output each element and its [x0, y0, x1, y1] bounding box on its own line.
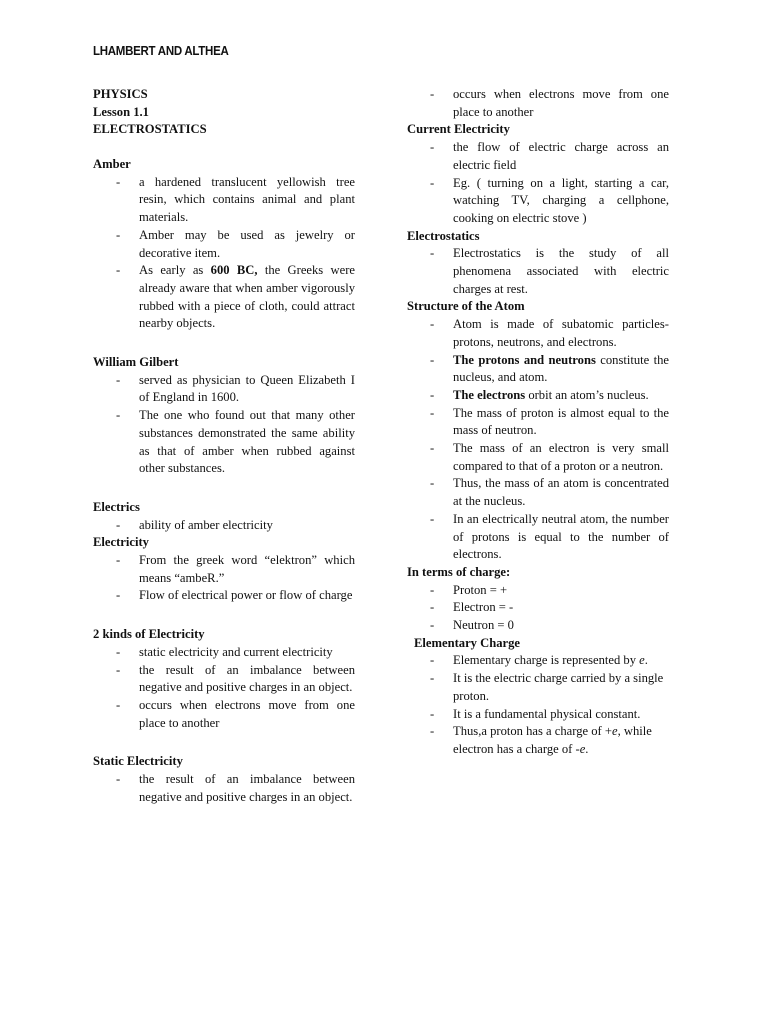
list-item: - The mass of proton is almost equal to the mass of neutron.: [407, 405, 669, 440]
section-structure-of-atom: [407, 298, 669, 564]
list-item: - Eg. ( turning on a light, starting a car, watching TV, charging a cellphone, cooking on electric stove ): [407, 175, 669, 228]
section-heading: 2 kinds of Electricity: [93, 627, 205, 642]
list-item: - occurs when electrons move from one place to another: [93, 697, 355, 732]
section-heading: Elementary Charge: [414, 635, 520, 650]
list-item: - It is a fundamental physical constant.: [407, 706, 669, 724]
list-item: - the result of an imbalance between negative and positive charges in an object.: [93, 771, 355, 806]
list-item: - The one who found out that many other substances demonstrated the same ability as that of amber when rubbed against other substances.: [93, 407, 355, 478]
list-item: - In an electrically neutral atom, the number of protons is equal to the number of electrons.: [407, 511, 669, 564]
list-item: - Electrostatics is the study of all phenomena associated with electric charges at rest.: [407, 245, 669, 298]
list-item: - a hardened translucent yellowish tree resin, which contains animal and plant materials.: [93, 174, 355, 227]
list-item: - The mass of an electron is very small compared to that of a proton or a neutron.: [407, 440, 669, 475]
list-item: - From the greek word “elektron” which means “ambeR.”: [93, 552, 355, 587]
continued-list: [407, 86, 669, 121]
section-heading: William Gilbert: [93, 355, 179, 370]
list-item: - ability of amber electricity: [93, 517, 355, 535]
section-static-electricity: [93, 753, 355, 806]
section-terms-of-charge: [407, 564, 669, 635]
section-heading: Electrics: [93, 499, 140, 514]
section-heading: Electrostatics: [407, 228, 480, 243]
topic-title: ELECTROSTATICS: [93, 122, 207, 137]
section-electricity: [93, 534, 355, 605]
section-current-electricity: [407, 121, 669, 227]
list-item: - Electron = -: [407, 599, 669, 617]
section-heading: In terms of charge:: [407, 564, 511, 579]
section-2-kinds: [93, 626, 355, 732]
lesson-number: Lesson 1.1: [93, 104, 149, 119]
section-heading: Electricity: [93, 535, 149, 550]
list-item: - Amber may be used as jewelry or decorative item.: [93, 227, 355, 262]
section-electrostatics: [407, 228, 669, 299]
list-item: - the result of an imbalance between negative and positive charges in an object.: [93, 662, 355, 697]
list-item: - The protons and neutrons constitute the nucleus, and atom.: [407, 352, 669, 387]
list-item: - Thus, the mass of an atom is concentrated at the nucleus.: [407, 475, 669, 510]
list-item: - Elementary charge is represented by e.: [407, 652, 669, 670]
section-heading: Current Electricity: [407, 122, 510, 137]
subject-title: PHYSICS: [93, 87, 148, 101]
list-item: - Flow of electrical power or flow of charge: [93, 587, 355, 605]
list-item: - served as physician to Queen Elizabeth I of England in 1600.: [93, 372, 355, 407]
list-item: - static electricity and current electricity: [93, 644, 355, 662]
list-item: - Proton = +: [407, 582, 669, 600]
list-item: - the flow of electric charge across an electric field: [407, 139, 669, 174]
list-item: - Atom is made of subatomic particles-protons, neutrons, and electrons.: [407, 316, 669, 351]
section-electrics: [93, 499, 355, 534]
document-header: LHAMBERT AND ALTHEA: [93, 44, 229, 58]
list-item: - Thus,a proton has a charge of +e, while electron has a charge of -e.: [407, 723, 669, 758]
section-heading: Static Electricity: [93, 754, 183, 769]
section-heading: Structure of the Atom: [407, 299, 525, 314]
left-column: [93, 86, 355, 806]
section-william-gilbert: [93, 354, 355, 478]
list-item: - As early as 600 BC, the Greeks were already aware that when amber vigorously rubbed with a piece of cloth, could attract nearby objects.: [93, 262, 355, 333]
section-elementary-charge: [407, 635, 669, 759]
list-item: - Neutron = 0: [407, 617, 669, 635]
list-item: - It is the electric charge carried by a single proton.: [407, 670, 669, 705]
list-item: - occurs when electrons move from one place to another: [407, 86, 669, 121]
right-column: [407, 86, 669, 759]
section-amber: [93, 156, 355, 333]
list-item: - The electrons orbit an atom’s nucleus.: [407, 387, 669, 405]
section-heading: Amber: [93, 157, 131, 172]
